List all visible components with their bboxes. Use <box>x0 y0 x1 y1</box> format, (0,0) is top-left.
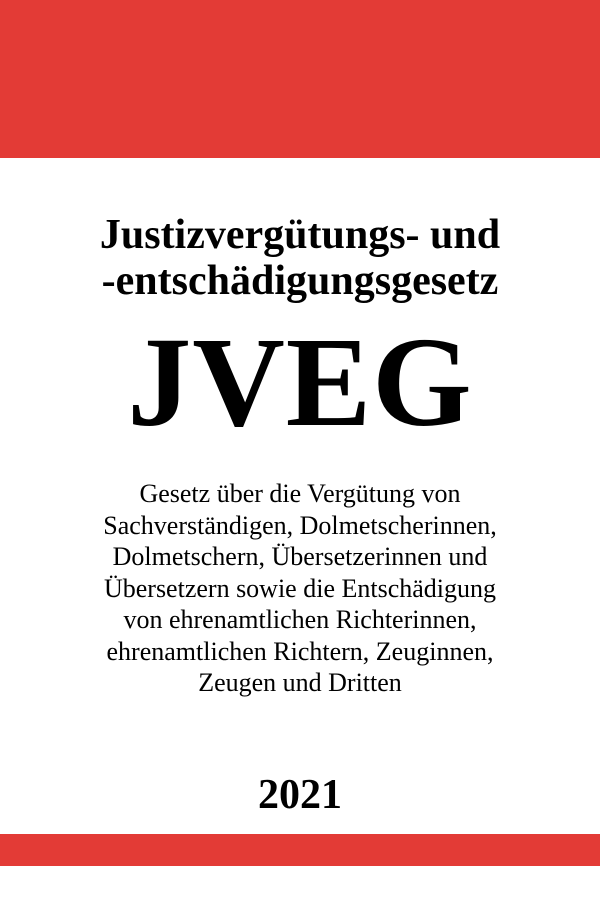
book-subtitle <box>0 478 600 699</box>
title-line-2: -entschädigungsgesetz <box>101 258 499 304</box>
book-title <box>0 212 600 304</box>
bottom-color-band <box>0 834 600 866</box>
law-abbreviation: JVEG <box>127 311 473 453</box>
subtitle-line-3: Dolmetschern, Übersetzerinnen und <box>112 542 488 571</box>
title-line-1: Justizvergütungs- und <box>99 212 501 258</box>
edition-year: 2021 <box>258 772 342 818</box>
subtitle-line-2: Sachverständigen, Dolmetscherinnen, <box>103 510 497 540</box>
top-color-band <box>0 0 600 158</box>
subtitle-line-7: Zeugen und Dritten <box>198 668 402 697</box>
subtitle-line-6: ehrenamtlichen Richtern, Zeuginnen, <box>106 636 494 666</box>
subtitle-line-5: von ehrenamtlichen Richterinnen, <box>123 605 477 634</box>
subtitle-line-1: Gesetz über die Vergütung von <box>139 479 461 508</box>
subtitle-line-4: Übersetzern sowie die Entschädigung <box>103 573 497 603</box>
